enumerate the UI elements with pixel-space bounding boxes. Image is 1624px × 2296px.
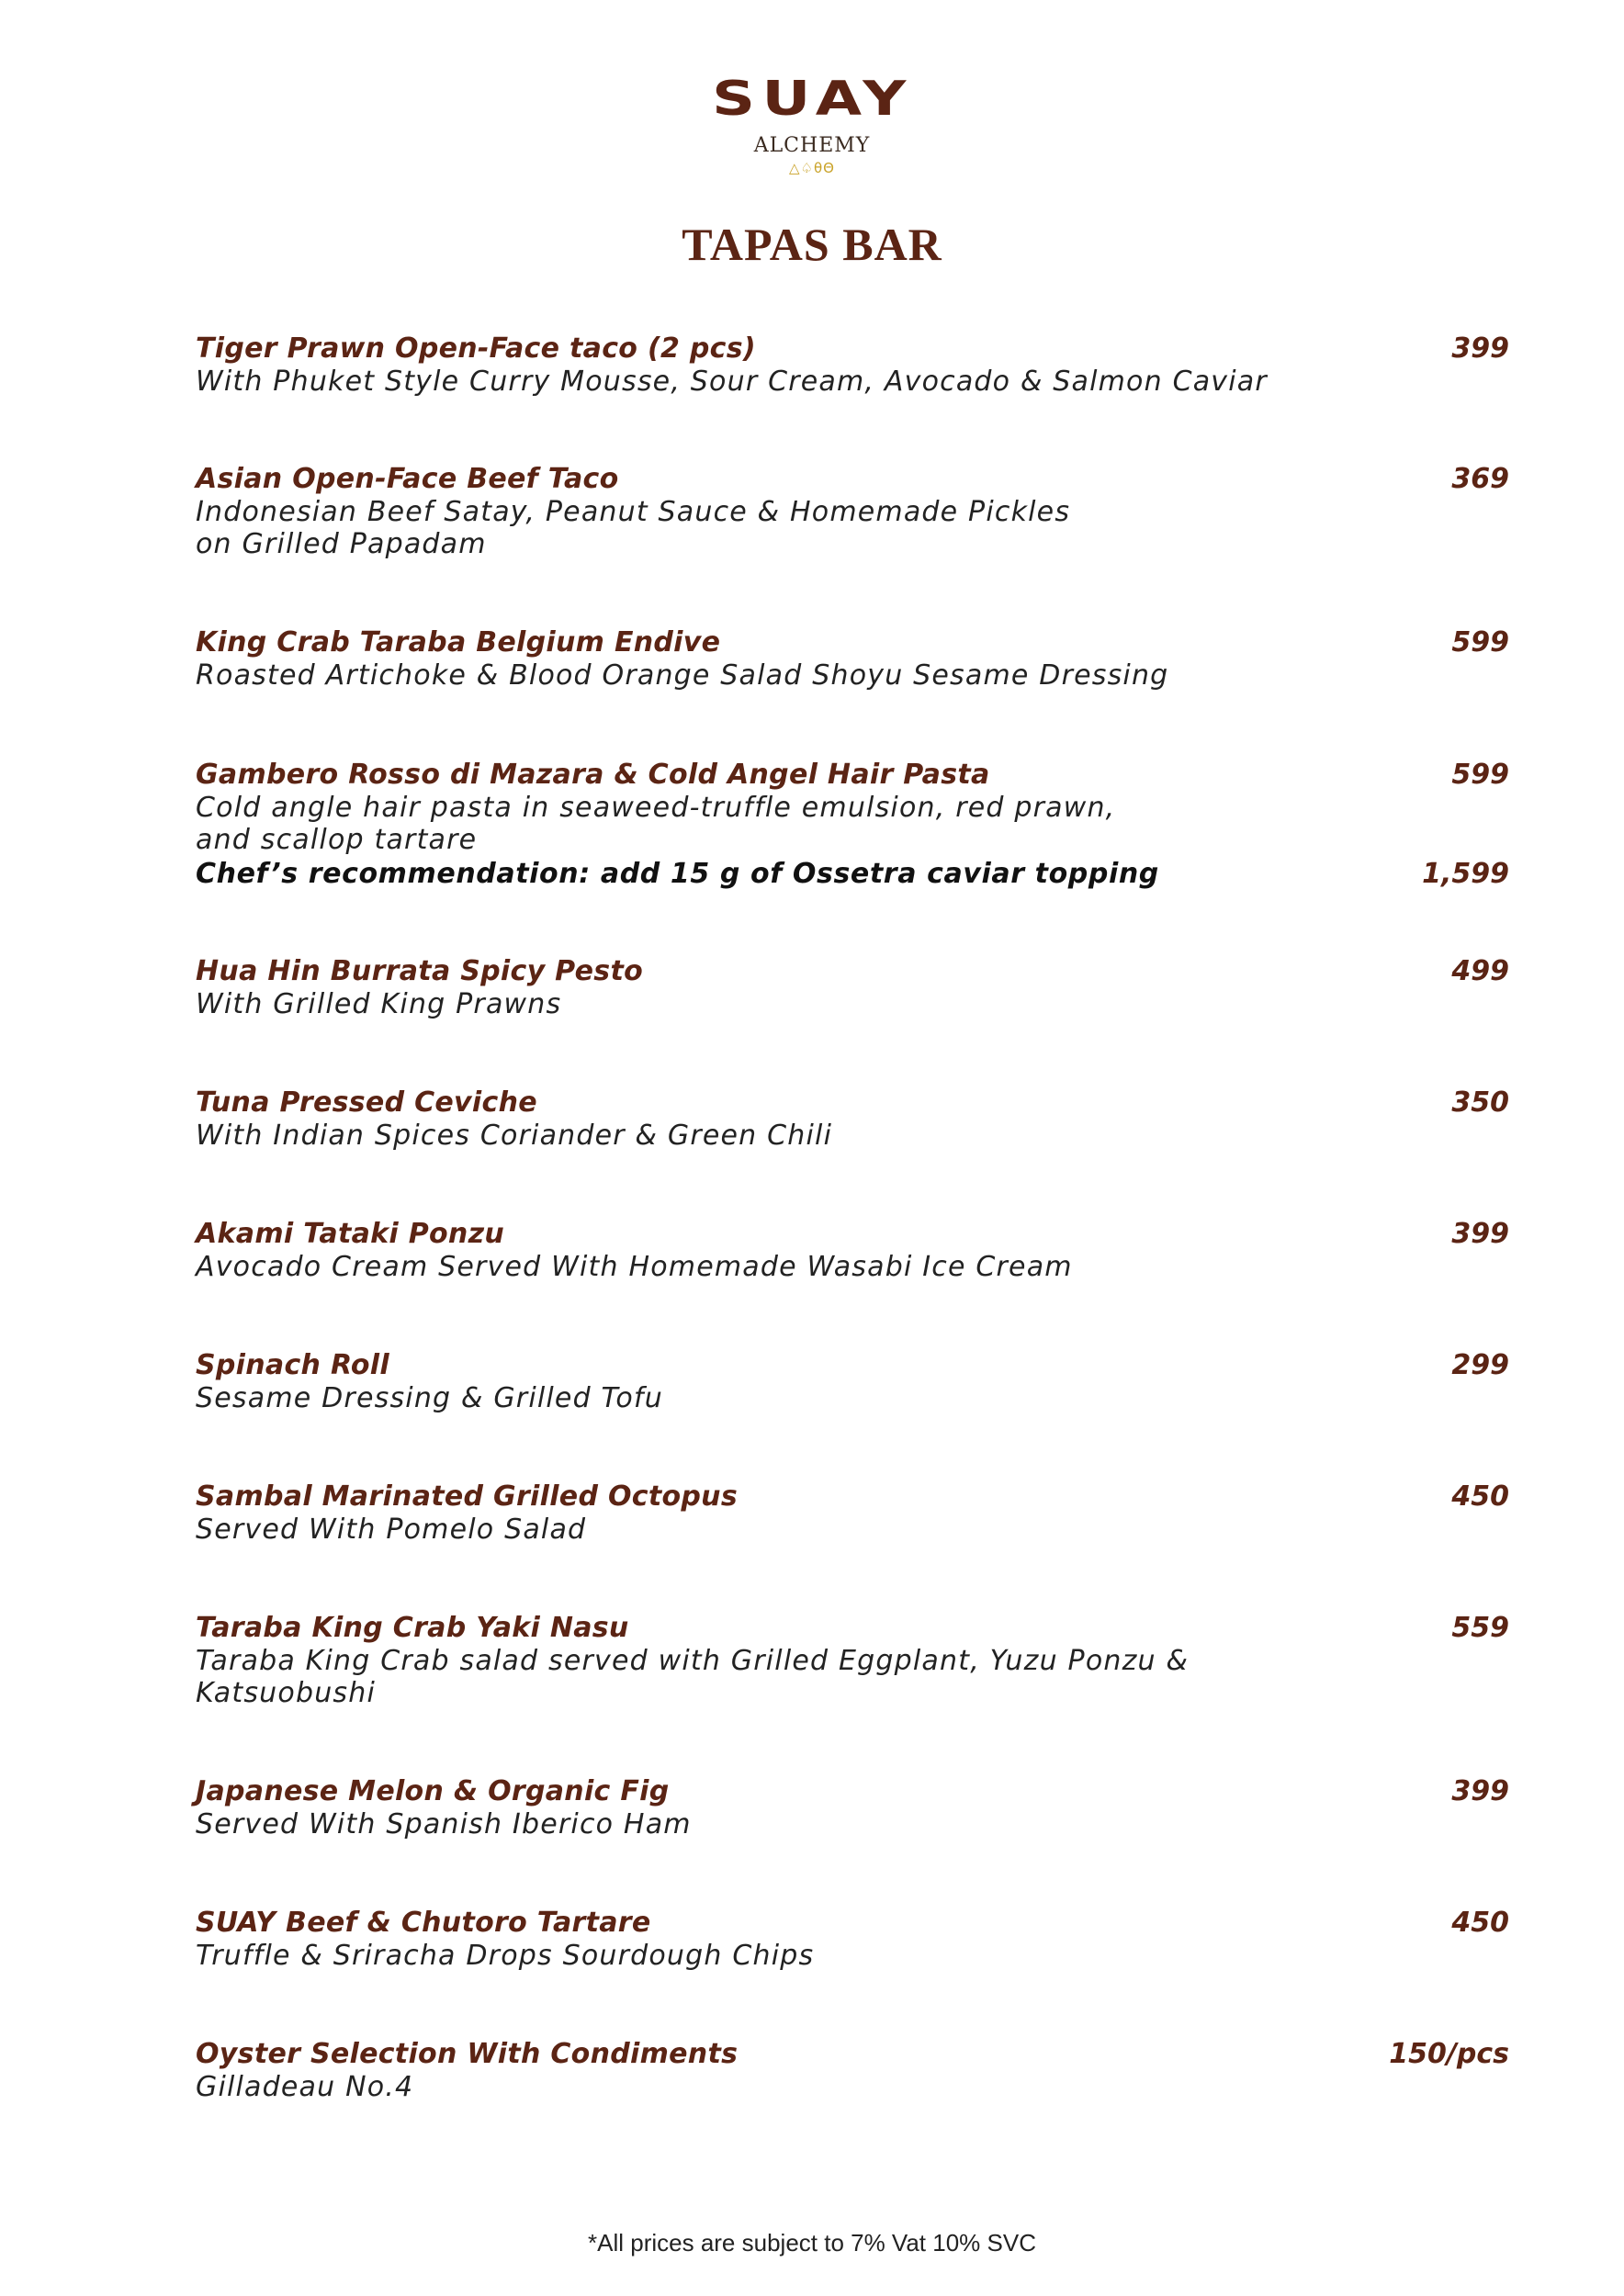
- menu-item-price: 350: [1451, 1086, 1509, 1119]
- price-footnote: *All prices are subject to 7% Vat 10% SVC: [588, 2229, 1036, 2257]
- menu-item-price: 450: [1451, 1907, 1509, 1939]
- menu-item-description: Cold angle hair pasta in seaweed-truffle emulsion, red prawn,: [196, 792, 1116, 824]
- menu-item: [196, 625, 1509, 692]
- menu-item-name: Akami Tataki Ponzu: [196, 1218, 504, 1250]
- menu-item: [196, 1906, 1509, 1972]
- menu-item-price: 559: [1451, 1612, 1509, 1644]
- menu-item-name: SUAY Beef & Chutoro Tartare: [196, 1907, 651, 1939]
- menu-item-price: 150/pcs: [1389, 2038, 1509, 2070]
- menu-item: [196, 1611, 1509, 1709]
- menu-item-description: Served With Spanish Iberico Ham: [196, 1808, 692, 1840]
- menu-item-description: on Grilled Papadam: [196, 528, 487, 560]
- menu-item: [196, 332, 1509, 398]
- menu-item-price: 499: [1451, 955, 1509, 987]
- menu-item-name: Gambero Rosso di Mazara & Cold Angel Hair Pasta: [196, 759, 990, 791]
- menu-item-price: 399: [1451, 332, 1509, 365]
- menu-item-price: 599: [1451, 626, 1509, 658]
- brand-subtitle: ALCHEMY: [753, 134, 871, 157]
- menu-item-description: With Indian Spices Coriander & Green Chili: [196, 1120, 833, 1152]
- menu-item-name: King Crab Taraba Belgium Endive: [196, 626, 721, 658]
- menu-item: [196, 1480, 1509, 1546]
- menu-item-price: 399: [1451, 1775, 1509, 1807]
- menu-item: [196, 1348, 1509, 1414]
- menu-item-description: Gilladeau No.4: [196, 2071, 414, 2103]
- menu-item: [196, 462, 1509, 560]
- menu-item-description: Indonesian Beef Satay, Peanut Sauce & Homemade Pickles: [196, 496, 1071, 528]
- menu-item: [196, 2037, 1509, 2103]
- chef-recommendation: Chef’s recommendation: add 15 g of Ossetra caviar topping: [196, 858, 1159, 890]
- menu-item-price: 599: [1451, 759, 1509, 791]
- menu-item-description: Roasted Artichoke & Blood Orange Salad Shoyu Sesame Dressing: [196, 659, 1169, 692]
- menu-item: [196, 1774, 1509, 1840]
- menu-item-name: Japanese Melon & Organic Fig: [196, 1775, 670, 1807]
- menu-item-description: With Grilled King Prawns: [196, 988, 562, 1020]
- menu-item-name: Taraba King Crab Yaki Nasu: [196, 1612, 629, 1644]
- menu-item-price: 299: [1451, 1349, 1509, 1381]
- menu-item: [196, 1217, 1509, 1283]
- recommendation-price: 1,599: [1422, 858, 1509, 890]
- menu-item-name: Hua Hin Burrata Spicy Pesto: [196, 955, 644, 987]
- menu-item-description: Avocado Cream Served With Homemade Wasabi Ice Cream: [196, 1251, 1073, 1283]
- brand-glyphs: △♤θΘ: [789, 160, 835, 176]
- menu-item-description: With Phuket Style Curry Mousse, Sour Cream, Avocado & Salmon Caviar: [196, 366, 1268, 398]
- menu-item: [196, 758, 1509, 891]
- page-title: TAPAS BAR: [682, 219, 942, 270]
- menu-item-price: 450: [1451, 1480, 1509, 1513]
- brand-logo: SUAY: [711, 72, 913, 127]
- menu-item-name: Asian Open-Face Beef Taco: [196, 463, 619, 495]
- menu-item-name: Tuna Pressed Ceviche: [196, 1086, 537, 1119]
- menu-item: [196, 1086, 1509, 1152]
- menu-item-description: Katsuobushi: [196, 1677, 376, 1709]
- menu-item-name: Tiger Prawn Open-Face taco (2 pcs): [196, 332, 756, 365]
- menu-item-name: Oyster Selection With Condiments: [196, 2038, 739, 2070]
- menu-item-description: and scallop tartare: [196, 824, 478, 856]
- menu-item-description: Truffle & Sriracha Drops Sourdough Chips: [196, 1940, 815, 1972]
- menu-item-description: Served With Pomelo Salad: [196, 1514, 587, 1546]
- menu-item-name: Sambal Marinated Grilled Octopus: [196, 1480, 738, 1513]
- menu-item-description: Taraba King Crab salad served with Grilled Eggplant, Yuzu Ponzu &: [196, 1645, 1190, 1677]
- menu-item-description: Sesame Dressing & Grilled Tofu: [196, 1382, 663, 1414]
- menu-item-price: 399: [1451, 1218, 1509, 1250]
- menu-header: [0, 72, 1624, 176]
- menu-item: [196, 954, 1509, 1020]
- menu-item-price: 369: [1451, 463, 1509, 495]
- menu-item-name: Spinach Roll: [196, 1349, 389, 1381]
